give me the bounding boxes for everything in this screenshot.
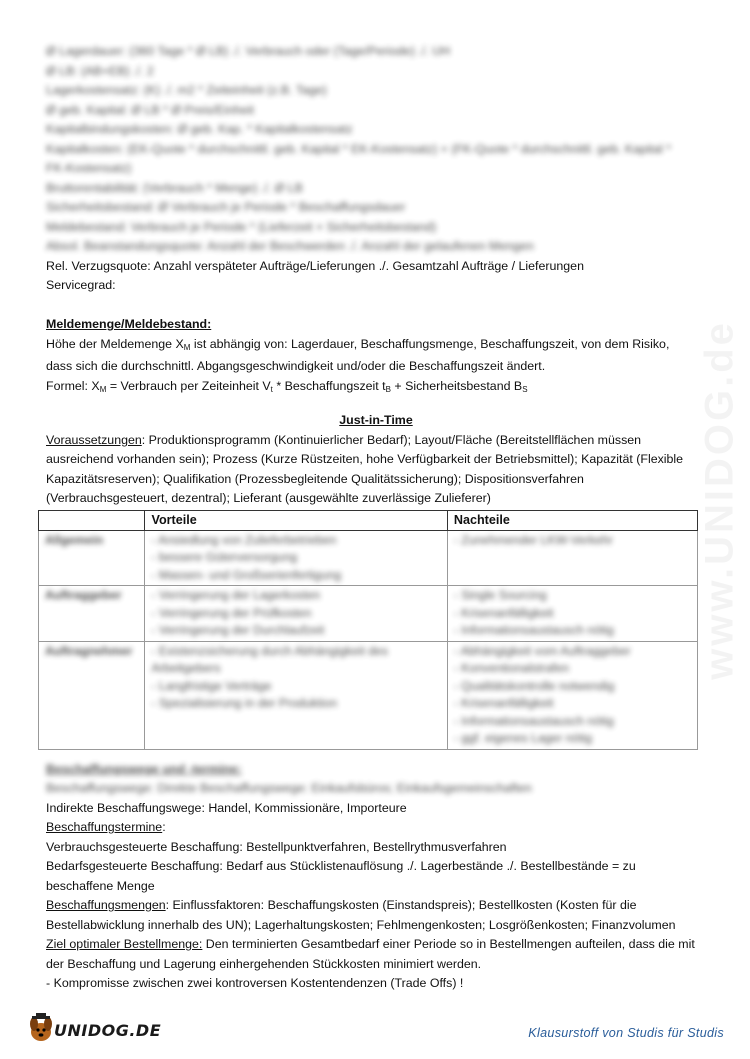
jit-voraussetzungen: Voraussetzungen: Produktionsprogramm (Kontinuierlicher Bedarf); Layout/Fläche (Bereitstellflächen müssen ausreichend vorhanden sein); Prozess (Kurze Rüstzeiten, hohe Verfügbarkeit der Betriebsmittel); Kapazität (Flexible Kapazitätsreserven); Qualifikation (Prozessbegleitende Qualitätssicherung); Dispositionsverfahren (Verbrauchsgesteuert, dezentral); Lieferant (ausgewählte zuverlässige Zulieferer): [46, 432, 684, 505]
list-item: - Ansiedlung von Zulieferbetrieben: [151, 532, 337, 547]
beschaffungsmengen-paragraph: Beschaffungsmengen: Einflussfaktoren: Beschaffungskosten (Einstandspreis); Bestellkosten (Kosten für die Bestellabwicklung innerhalb des UN); Lagerhaltungskosten; Fehlmengenkosten; Losgrößenkosten; Finanzvolumen: [46, 898, 676, 932]
formula-line: Ø Lagerdauer: (360 Tage * Ø LB) ./. Verbrauch oder (Tage/Periode) ./. UH: [46, 44, 451, 58]
beschaffungswege-line: Beschaffungswege: Direkte Beschaffungswege: Einkaufsbüros; Einkaufsgemeinschaften: [46, 781, 532, 795]
verzugsquote-line: Rel. Verzugsquote: Anzahl verspäteter Aufträge/Lieferungen ./. Gesamtzahl Aufträge / Lieferungen: [46, 258, 584, 273]
logo-text: UNIDOG.DE: [54, 1021, 162, 1040]
row-label: Auftraggeber: [45, 588, 122, 602]
list-item: - Verringerung der Prüfkosten: [151, 605, 312, 620]
list-item: - bessere Güterversorgung: [151, 550, 298, 564]
footer: [0, 1010, 750, 1050]
meldemenge-paragraph-2: dass sich die durchschnittl. Abgangsgeschwindigkeit und/oder die Beschaffungszeit ändert.: [46, 359, 546, 373]
list-item: - Zunehmender LKW-Verkehr: [453, 532, 613, 547]
formula-line: Sicherheitsbestand: Ø Verbrauch je Periode * Beschaffungsdauer: [46, 200, 406, 214]
row-label: Allgemein: [45, 532, 104, 547]
list-item: - Informationsaustausch nötig: [453, 713, 614, 728]
watermark: [700, 280, 740, 720]
row-label: Auftragnehmer: [45, 643, 133, 658]
formula-line: FK-Kostensatz): [46, 161, 132, 175]
bedarfsgesteuert-line-1: Bedarfsgesteuerte Beschaffung: Bedarf aus Stücklistenauflösung ./. Lagerbestände ./. Bestellbestände = zu: [46, 859, 636, 873]
list-item: - Qualitätskontrolle notwendig: [453, 678, 615, 693]
beschaffung-heading: Beschaffungswege und -termine:: [46, 761, 242, 776]
table-row: [39, 641, 698, 749]
formula-line: Kapitalbindungskosten: Ø geb. Kap. * Kapitalkostensatz: [46, 122, 353, 136]
dog-icon: [24, 1012, 58, 1046]
list-item: - Abhängigkeit vom Auftraggeber: [453, 643, 631, 658]
formula-line: Absol. Beanstandungsquote: Anzahl der Beschwerden ./. Anzahl der gelaufenen Mengen: [46, 239, 534, 253]
meldemenge-formula: Formel: $X_M$ = Verbrauch per Zeiteinheit $V_t$ * Beschaffungszeit $t_B$ + Sicherheitsbestand $B_S$: [46, 378, 528, 394]
list-item: - Single Sourcing: [453, 588, 547, 602]
formula-line: Meldebestand: Verbrauch je Periode * (Lieferzeit + Sicherheitsbestand): [46, 219, 437, 234]
ziel-paragraph: Ziel optimaler Bestellmenge: Den terminierten Gesamtbedarf einer Periode so in Bestellmengen aufteilen, dass die mit der Beschaffung und Lagerung einhergehenden Stückkosten minimiert werden.: [46, 937, 695, 971]
meldemenge-heading: Meldemenge/Meldebestand:: [46, 317, 212, 331]
voraussetzungen-label: Voraussetzungen: [46, 432, 142, 447]
list-item: - Krisenanfälligkeit: [453, 696, 554, 710]
list-item: - ggf. eigenes Lager nötig: [453, 731, 593, 745]
indirekte-wege-line: Indirekte Beschaffungswege: Handel, Kommissionäre, Importeure: [46, 800, 407, 815]
table-header-vorteile: Vorteile: [145, 510, 447, 530]
table-header-nachteile: Nachteile: [447, 510, 697, 530]
bedarfsgesteuert-line-2: beschaffene Menge: [46, 878, 155, 893]
jit-title: Just-in-Time: [339, 413, 413, 427]
list-item: Arbeitgebers: [151, 661, 221, 675]
list-item: - Spezialisierung in der Produktion: [151, 696, 338, 710]
formula-line: Bruttorentabilität: (Verbrauch * Menge) ./. Ø LB: [46, 180, 303, 195]
table-header-empty: [39, 510, 145, 530]
verbrauchsgesteuert-line: Verbrauchsgesteuerte Beschaffung: Bestellpunktverfahren, Bestellrythmusverfahren: [46, 839, 507, 854]
kompromisse-line: - Kompromisse zwischen zwei kontroversen Kostentendenzen (Trade Offs) !: [46, 976, 464, 990]
list-item: - Konventionalstrafen: [453, 661, 570, 675]
beschaffungsmengen-label: Beschaffungsmengen: [46, 898, 166, 912]
list-item: - Krisenanfälligkeit: [453, 605, 554, 620]
table-header-row: [39, 510, 698, 530]
list-item: - Massen- und Großserienfertigung: [151, 567, 342, 582]
list-item: - Verringerung der Lagerkosten: [151, 588, 321, 602]
formula-line: Lagerkostensatz: (K) ./. m2 * Zeiteinheit (z.B. Tage): [46, 83, 327, 97]
formula-line: Ø LB: (AB+EB) ./. 2: [46, 63, 154, 78]
blurred-formulas: [46, 42, 706, 257]
ziel-label: Ziel optimaler Bestellmenge:: [46, 937, 203, 951]
jit-table: [38, 510, 698, 750]
servicegrad-line: Servicegrad:: [46, 278, 116, 292]
list-item: - Langfristige Verträge: [151, 678, 272, 693]
table-row: [39, 586, 698, 642]
list-item: - Informationsaustausch nötig: [453, 623, 614, 637]
unidog-logo: [24, 1012, 162, 1046]
document-page: [46, 42, 706, 994]
termine-heading: Beschaffungstermine:: [46, 820, 166, 834]
formula-line: Kapitalkosten: (EK-Quote * durchschnittl. geb. Kapital * EK-Kostensatz) + (FK-Quote * durchschnittl. geb. Kapital *: [46, 141, 672, 156]
table-row: [39, 530, 698, 586]
list-item: - Verringerung der Durchlaufzeit: [151, 623, 325, 637]
formula-line: Ø geb. Kapital: Ø LB * Ø Preis/Einheit: [46, 102, 254, 117]
footer-tagline: Klausurstoff von Studis für Studis: [528, 1026, 724, 1040]
list-item: - Existenzsicherung durch Abhängigkeit des: [151, 643, 388, 658]
meldemenge-paragraph-1: Höhe der Meldemenge $X_M$ ist abhängig von: Lagerdauer, Beschaffungsmenge, Beschaffungszeit, von dem Risiko,: [46, 336, 670, 352]
